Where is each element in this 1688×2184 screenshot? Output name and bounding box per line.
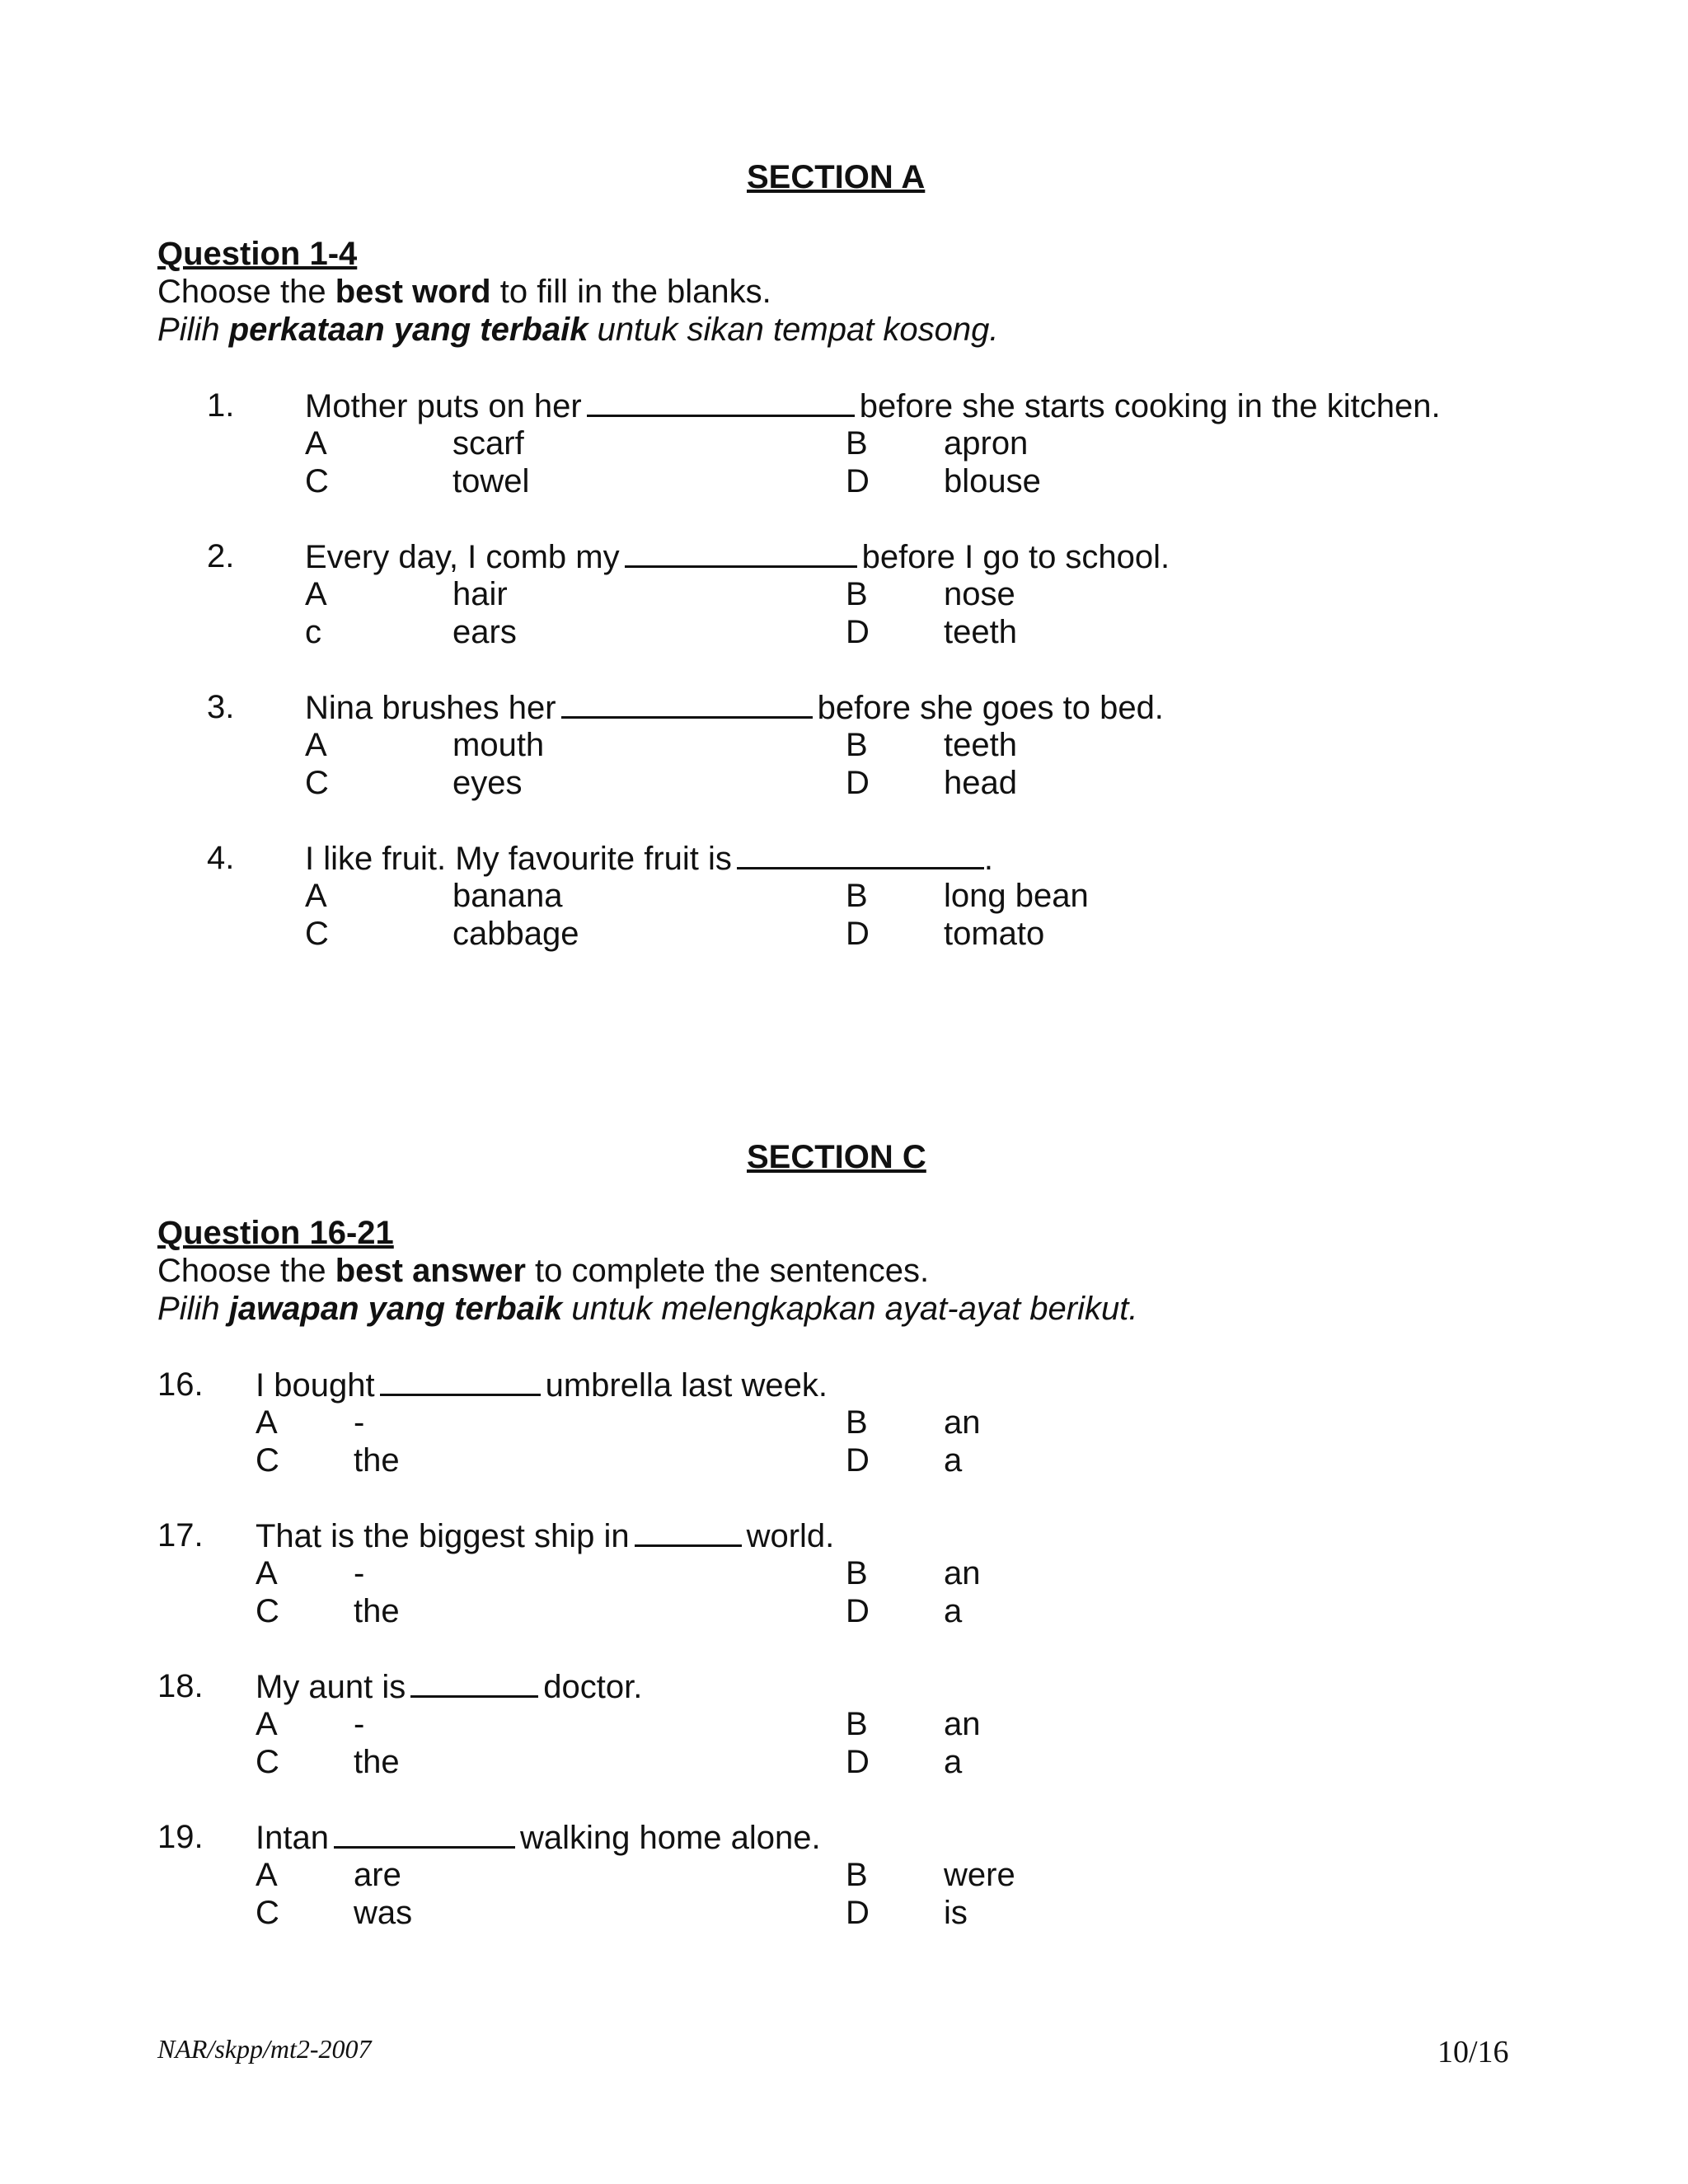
q4-number: 4.: [207, 840, 235, 876]
q17-option-c-text: the: [354, 1593, 400, 1629]
answer-blank: [380, 1366, 541, 1396]
q19-option-b-text: were: [944, 1857, 1015, 1893]
q16-option-a-letter: A: [256, 1404, 278, 1441]
q3-option-d-text: head: [944, 765, 1017, 801]
q1-option-a-text: scarf: [452, 425, 524, 462]
q3-option-a-text: mouth: [452, 727, 545, 763]
q4-stem: I like fruit. My favourite fruit is .: [305, 841, 994, 877]
q3-option-c-letter: C: [305, 765, 329, 801]
q17-option-d-text: a: [944, 1593, 963, 1629]
q1-option-b-letter: B: [846, 425, 868, 462]
q19-option-c-text: was: [354, 1895, 413, 1931]
q18-option-b-letter: B: [846, 1706, 868, 1742]
answer-blank: [334, 1818, 515, 1849]
q17-number: 17.: [157, 1517, 204, 1554]
q19-option-b-letter: B: [846, 1857, 868, 1893]
answer-blank: [737, 839, 984, 869]
q17-option-a-letter: A: [256, 1555, 278, 1591]
answer-blank: [635, 1516, 742, 1547]
q3-option-d-letter: D: [846, 765, 870, 801]
q2-option-a-text: hair: [452, 576, 508, 612]
q16-option-c-letter: C: [256, 1442, 279, 1479]
q1-option-a-letter: A: [305, 425, 327, 462]
q16-option-c-text: the: [354, 1442, 400, 1479]
q2-option-d-letter: D: [846, 614, 870, 650]
q4-option-b-letter: B: [846, 878, 868, 914]
q3-option-a-letter: A: [305, 727, 327, 763]
q16-option-b-text: an: [944, 1404, 981, 1441]
q2-option-b-text: nose: [944, 576, 1015, 612]
q4-option-a-text: banana: [452, 878, 563, 914]
q19-option-c-letter: C: [256, 1895, 279, 1931]
q18-option-a-text: -: [354, 1706, 365, 1742]
q3-option-b-text: teeth: [944, 727, 1017, 763]
q18-option-c-text: the: [354, 1744, 400, 1780]
q19-stem: Intan walking home alone.: [256, 1820, 821, 1856]
answer-blank: [410, 1667, 538, 1698]
q2-option-d-text: teeth: [944, 614, 1017, 650]
q2-option-a-letter: A: [305, 576, 327, 612]
q16-option-b-letter: B: [846, 1404, 868, 1441]
footer-code: NAR/skpp/mt2-2007: [157, 2034, 372, 2064]
q19-number: 19.: [157, 1819, 204, 1855]
q4-option-a-letter: A: [305, 878, 327, 914]
section-a-instruction-ms: Pilih perkataan yang terbaik untuk sikan tempat kosong.: [157, 312, 999, 348]
q4-option-c-letter: C: [305, 916, 329, 952]
section-c-instruction-en: Choose the best answer to complete the sentences.: [157, 1253, 930, 1289]
q18-option-c-letter: C: [256, 1744, 279, 1780]
section-a-title: SECTION A: [747, 159, 926, 195]
q3-option-c-text: eyes: [452, 765, 523, 801]
q19-option-a-letter: A: [256, 1857, 278, 1893]
q18-number: 18.: [157, 1668, 204, 1704]
answer-blank: [587, 387, 855, 417]
page-number: 10/16: [1437, 2035, 1509, 2069]
section-c-instruction-ms: Pilih jawapan yang terbaik untuk melengkapkan ayat-ayat berikut.: [157, 1291, 1138, 1327]
q17-stem: That is the biggest ship in world.: [256, 1518, 835, 1554]
section-c-question-range: Question 16-21: [157, 1215, 394, 1251]
q16-stem: I bought umbrella last week.: [256, 1367, 828, 1404]
q18-stem: My aunt is doctor.: [256, 1669, 643, 1705]
q19-option-d-letter: D: [846, 1895, 870, 1931]
q16-option-d-letter: D: [846, 1442, 870, 1479]
q1-number: 1.: [207, 387, 235, 424]
q17-option-a-text: -: [354, 1555, 365, 1591]
q2-stem: Every day, I comb my before I go to school.: [305, 539, 1170, 575]
q1-option-b-text: apron: [944, 425, 1029, 462]
q3-number: 3.: [207, 689, 235, 725]
answer-blank: [625, 537, 857, 568]
q16-option-d-text: a: [944, 1442, 963, 1479]
q3-option-b-letter: B: [846, 727, 868, 763]
q4-option-c-text: cabbage: [452, 916, 579, 952]
q19-option-a-text: are: [354, 1857, 401, 1893]
q18-option-d-letter: D: [846, 1744, 870, 1780]
q16-option-a-text: -: [354, 1404, 365, 1441]
q4-option-b-text: long bean: [944, 878, 1089, 914]
q16-number: 16.: [157, 1366, 204, 1403]
q1-option-c-letter: C: [305, 463, 329, 499]
q2-number: 2.: [207, 538, 235, 574]
q4-option-d-letter: D: [846, 916, 870, 952]
q17-option-b-text: an: [944, 1555, 981, 1591]
q4-option-d-text: tomato: [944, 916, 1045, 952]
q17-option-d-letter: D: [846, 1593, 870, 1629]
q1-option-c-text: towel: [452, 463, 530, 499]
q17-option-b-letter: B: [846, 1555, 868, 1591]
q17-option-c-letter: C: [256, 1593, 279, 1629]
q19-option-d-text: is: [944, 1895, 968, 1931]
q2-option-b-letter: B: [846, 576, 868, 612]
q1-stem: Mother puts on her before she starts cooking in the kitchen.: [305, 388, 1441, 424]
section-a-question-range: Question 1-4: [157, 236, 358, 272]
section-a-instruction-en: Choose the best word to fill in the blanks.: [157, 274, 771, 310]
section-c-title: SECTION C: [747, 1139, 926, 1175]
q1-option-d-letter: D: [846, 463, 870, 499]
q1-option-d-text: blouse: [944, 463, 1041, 499]
answer-blank: [561, 688, 813, 719]
q18-option-b-text: an: [944, 1706, 981, 1742]
q3-stem: Nina brushes her before she goes to bed.: [305, 690, 1164, 726]
q2-option-c-letter: c: [305, 614, 321, 650]
q18-option-d-text: a: [944, 1744, 963, 1780]
q2-option-c-text: ears: [452, 614, 517, 650]
q18-option-a-letter: A: [256, 1706, 278, 1742]
